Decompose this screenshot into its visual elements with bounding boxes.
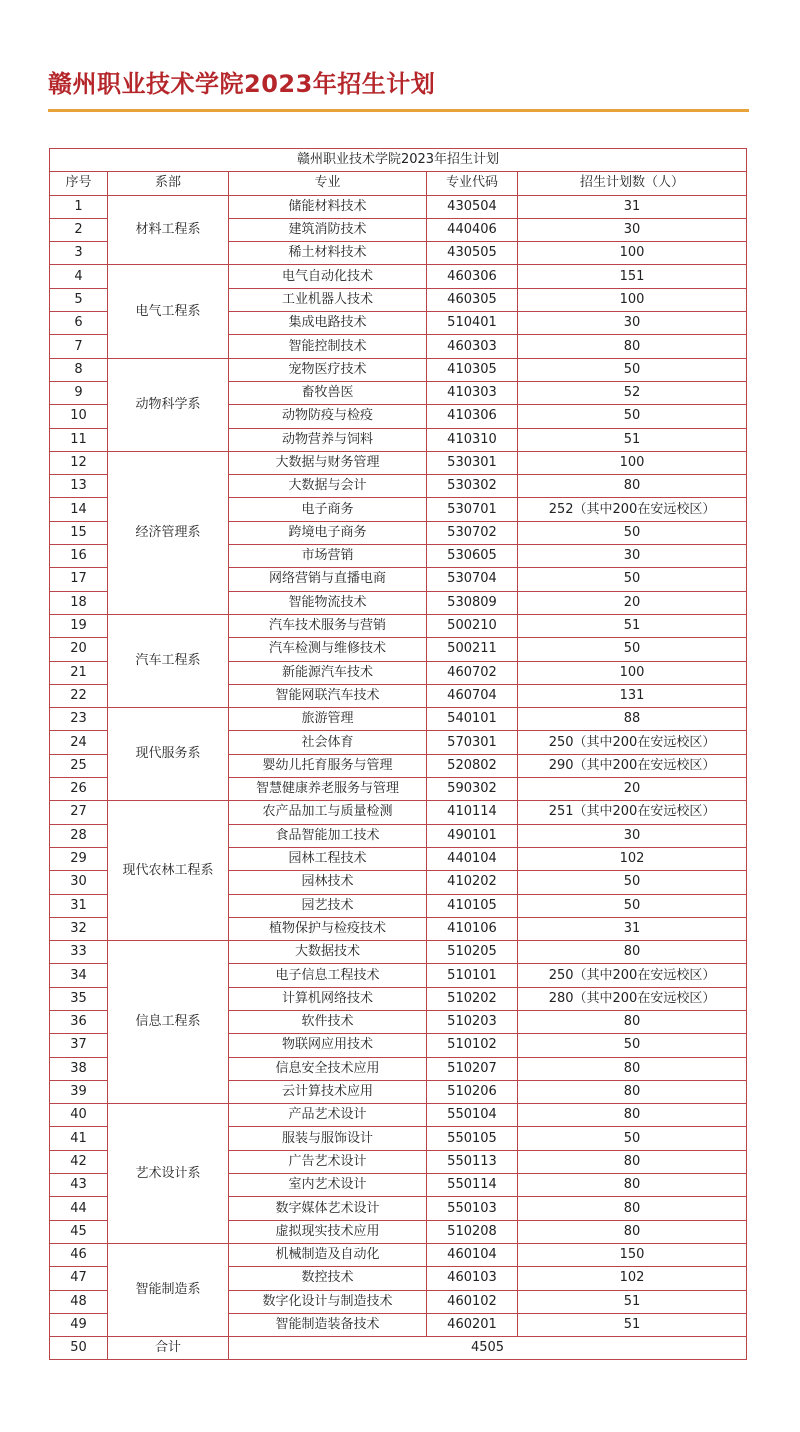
department-cell: 现代农林工程系 — [108, 801, 229, 941]
major-code-cell: 520802 — [427, 754, 518, 777]
major-cell: 食品智能加工技术 — [229, 824, 427, 847]
major-cell: 大数据与会计 — [229, 475, 427, 498]
major-cell: 工业机器人技术 — [229, 288, 427, 311]
enrollment-count-cell: 252（其中200在安远校区） — [518, 498, 747, 521]
enrollment-count-cell: 102 — [518, 1267, 747, 1290]
enrollment-count-cell: 102 — [518, 847, 747, 870]
major-cell: 网络营销与直播电商 — [229, 568, 427, 591]
enrollment-count-cell: 31 — [518, 917, 747, 940]
enrollment-count-cell: 50 — [518, 1034, 747, 1057]
row-number: 41 — [50, 1127, 108, 1150]
header-no: 序号 — [50, 172, 108, 195]
major-code-cell: 510102 — [427, 1034, 518, 1057]
major-cell: 汽车检测与维修技术 — [229, 638, 427, 661]
major-code-cell: 550114 — [427, 1174, 518, 1197]
major-code-cell: 410106 — [427, 917, 518, 940]
major-cell: 数字媒体艺术设计 — [229, 1197, 427, 1220]
row-number: 5 — [50, 288, 108, 311]
title-underline — [48, 109, 749, 112]
major-cell: 智慧健康养老服务与管理 — [229, 778, 427, 801]
row-number: 7 — [50, 335, 108, 358]
total-label: 合计 — [108, 1337, 229, 1360]
enrollment-count-cell: 30 — [518, 824, 747, 847]
row-number: 39 — [50, 1080, 108, 1103]
department-cell: 经济管理系 — [108, 451, 229, 614]
major-cell: 物联网应用技术 — [229, 1034, 427, 1057]
table-body — [50, 195, 747, 1337]
major-code-cell: 530302 — [427, 475, 518, 498]
row-number: 4 — [50, 265, 108, 288]
table-row — [50, 1243, 747, 1266]
major-code-cell: 410306 — [427, 405, 518, 428]
row-number: 22 — [50, 684, 108, 707]
table-row — [50, 195, 747, 218]
header-dept: 系部 — [108, 172, 229, 195]
enrollment-count-cell: 50 — [518, 894, 747, 917]
enrollment-count-cell: 80 — [518, 1104, 747, 1127]
row-number: 24 — [50, 731, 108, 754]
row-number: 12 — [50, 451, 108, 474]
major-code-cell: 410105 — [427, 894, 518, 917]
row-number: 27 — [50, 801, 108, 824]
major-code-cell: 510205 — [427, 941, 518, 964]
row-number: 42 — [50, 1150, 108, 1173]
total-value: 4505 — [229, 1337, 747, 1360]
row-number: 47 — [50, 1267, 108, 1290]
table-caption: 赣州职业技术学院2023年招生计划 — [50, 149, 747, 172]
major-cell: 新能源汽车技术 — [229, 661, 427, 684]
major-cell: 数控技术 — [229, 1267, 427, 1290]
major-code-cell: 510208 — [427, 1220, 518, 1243]
department-cell: 现代服务系 — [108, 708, 229, 801]
row-number: 33 — [50, 941, 108, 964]
major-code-cell: 460702 — [427, 661, 518, 684]
major-cell: 储能材料技术 — [229, 195, 427, 218]
row-number: 18 — [50, 591, 108, 614]
major-code-cell: 460704 — [427, 684, 518, 707]
row-number: 26 — [50, 778, 108, 801]
major-cell: 稀土材料技术 — [229, 242, 427, 265]
row-number: 44 — [50, 1197, 108, 1220]
department-cell: 汽车工程系 — [108, 614, 229, 707]
row-number: 17 — [50, 568, 108, 591]
header-major: 专业 — [229, 172, 427, 195]
row-number: 49 — [50, 1313, 108, 1336]
row-number: 43 — [50, 1174, 108, 1197]
table-row — [50, 708, 747, 731]
row-number: 35 — [50, 987, 108, 1010]
enrollment-count-cell: 50 — [518, 405, 747, 428]
major-cell: 电子商务 — [229, 498, 427, 521]
enrollment-count-cell: 50 — [518, 521, 747, 544]
row-number: 20 — [50, 638, 108, 661]
major-cell: 农产品加工与质量检测 — [229, 801, 427, 824]
enrollment-count-cell: 80 — [518, 1150, 747, 1173]
row-number: 34 — [50, 964, 108, 987]
major-code-cell: 500211 — [427, 638, 518, 661]
enrollment-count-cell: 52 — [518, 381, 747, 404]
major-cell: 云计算技术应用 — [229, 1080, 427, 1103]
row-number: 48 — [50, 1290, 108, 1313]
row-number: 30 — [50, 871, 108, 894]
major-cell: 市场营销 — [229, 545, 427, 568]
table-row — [50, 941, 747, 964]
major-code-cell: 510401 — [427, 312, 518, 335]
row-number: 8 — [50, 358, 108, 381]
enrollment-count-cell: 51 — [518, 1313, 747, 1336]
major-code-cell: 410305 — [427, 358, 518, 381]
major-cell: 广告艺术设计 — [229, 1150, 427, 1173]
enrollment-count-cell: 251（其中200在安远校区） — [518, 801, 747, 824]
major-code-cell: 410303 — [427, 381, 518, 404]
major-cell: 电子信息工程技术 — [229, 964, 427, 987]
major-cell: 婴幼儿托育服务与管理 — [229, 754, 427, 777]
major-cell: 室内艺术设计 — [229, 1174, 427, 1197]
major-code-cell: 490101 — [427, 824, 518, 847]
major-cell: 产品艺术设计 — [229, 1104, 427, 1127]
enrollment-count-cell: 50 — [518, 871, 747, 894]
major-cell: 集成电路技术 — [229, 312, 427, 335]
major-code-cell: 530702 — [427, 521, 518, 544]
major-code-cell: 460104 — [427, 1243, 518, 1266]
major-cell: 信息安全技术应用 — [229, 1057, 427, 1080]
row-number: 9 — [50, 381, 108, 404]
row-number: 40 — [50, 1104, 108, 1127]
major-code-cell: 510203 — [427, 1010, 518, 1033]
enrollment-count-cell: 131 — [518, 684, 747, 707]
row-number: 37 — [50, 1034, 108, 1057]
major-cell: 机械制造及自动化 — [229, 1243, 427, 1266]
row-number: 31 — [50, 894, 108, 917]
major-cell: 建筑消防技术 — [229, 218, 427, 241]
major-code-cell: 430504 — [427, 195, 518, 218]
enrollment-count-cell: 80 — [518, 1197, 747, 1220]
department-cell: 信息工程系 — [108, 941, 229, 1104]
row-number: 32 — [50, 917, 108, 940]
major-code-cell: 460102 — [427, 1290, 518, 1313]
major-cell: 社会体育 — [229, 731, 427, 754]
row-number: 10 — [50, 405, 108, 428]
enrollment-count-cell: 80 — [518, 1057, 747, 1080]
enrollment-count-cell: 50 — [518, 568, 747, 591]
enrollment-count-cell: 51 — [518, 1290, 747, 1313]
major-code-cell: 440406 — [427, 218, 518, 241]
enrollment-count-cell: 80 — [518, 335, 747, 358]
row-number: 15 — [50, 521, 108, 544]
major-code-cell: 570301 — [427, 731, 518, 754]
enrollment-count-cell: 80 — [518, 1080, 747, 1103]
enrollment-count-cell: 31 — [518, 195, 747, 218]
major-code-cell: 460306 — [427, 265, 518, 288]
major-cell: 大数据技术 — [229, 941, 427, 964]
major-code-cell: 530704 — [427, 568, 518, 591]
total-row — [50, 1337, 747, 1360]
major-code-cell: 410310 — [427, 428, 518, 451]
major-cell: 园艺技术 — [229, 894, 427, 917]
department-cell: 电气工程系 — [108, 265, 229, 358]
row-number: 23 — [50, 708, 108, 731]
major-code-cell: 530809 — [427, 591, 518, 614]
enrollment-count-cell: 150 — [518, 1243, 747, 1266]
enrollment-count-cell: 20 — [518, 778, 747, 801]
table-row — [50, 1104, 747, 1127]
enrollment-count-cell: 51 — [518, 614, 747, 637]
major-cell: 园林工程技术 — [229, 847, 427, 870]
row-number: 38 — [50, 1057, 108, 1080]
enrollment-count-cell: 30 — [518, 312, 747, 335]
enrollment-count-cell: 30 — [518, 218, 747, 241]
page-title: 赣州职业技术学院2023年招生计划 — [48, 70, 436, 98]
major-cell: 跨境电子商务 — [229, 521, 427, 544]
header-code: 专业代码 — [427, 172, 518, 195]
major-cell: 动物防疫与检疫 — [229, 405, 427, 428]
table-row — [50, 451, 747, 474]
enrollment-count-cell: 80 — [518, 475, 747, 498]
department-cell: 艺术设计系 — [108, 1104, 229, 1244]
row-number: 1 — [50, 195, 108, 218]
department-cell: 智能制造系 — [108, 1243, 229, 1336]
header-count: 招生计划数（人） — [518, 172, 747, 195]
major-code-cell: 550113 — [427, 1150, 518, 1173]
enrollment-count-cell: 100 — [518, 451, 747, 474]
row-number: 29 — [50, 847, 108, 870]
major-cell: 园林技术 — [229, 871, 427, 894]
major-code-cell: 460201 — [427, 1313, 518, 1336]
row-number: 16 — [50, 545, 108, 568]
major-cell: 软件技术 — [229, 1010, 427, 1033]
major-cell: 计算机网络技术 — [229, 987, 427, 1010]
major-code-cell: 430505 — [427, 242, 518, 265]
major-code-cell: 510207 — [427, 1057, 518, 1080]
major-cell: 汽车技术服务与营销 — [229, 614, 427, 637]
major-cell: 旅游管理 — [229, 708, 427, 731]
major-code-cell: 500210 — [427, 614, 518, 637]
major-cell: 数字化设计与制造技术 — [229, 1290, 427, 1313]
major-cell: 智能控制技术 — [229, 335, 427, 358]
row-number: 2 — [50, 218, 108, 241]
enrollment-plan-table — [49, 148, 747, 1360]
major-code-cell: 550103 — [427, 1197, 518, 1220]
enrollment-count-cell: 280（其中200在安远校区） — [518, 987, 747, 1010]
enrollment-count-cell: 30 — [518, 545, 747, 568]
major-code-cell: 460303 — [427, 335, 518, 358]
major-code-cell: 550105 — [427, 1127, 518, 1150]
enrollment-count-cell: 100 — [518, 242, 747, 265]
enrollment-count-cell: 290（其中200在安远校区） — [518, 754, 747, 777]
enrollment-count-cell: 80 — [518, 1220, 747, 1243]
major-code-cell: 460305 — [427, 288, 518, 311]
department-cell: 动物科学系 — [108, 358, 229, 451]
enrollment-count-cell: 80 — [518, 941, 747, 964]
major-code-cell: 510206 — [427, 1080, 518, 1103]
enrollment-count-cell: 250（其中200在安远校区） — [518, 731, 747, 754]
enrollment-count-cell: 250（其中200在安远校区） — [518, 964, 747, 987]
major-code-cell: 530701 — [427, 498, 518, 521]
row-number: 36 — [50, 1010, 108, 1033]
table-row — [50, 358, 747, 381]
row-number: 13 — [50, 475, 108, 498]
enrollment-count-cell: 50 — [518, 358, 747, 381]
major-code-cell: 550104 — [427, 1104, 518, 1127]
major-code-cell: 410202 — [427, 871, 518, 894]
major-cell: 宠物医疗技术 — [229, 358, 427, 381]
major-code-cell: 510101 — [427, 964, 518, 987]
major-code-cell: 440104 — [427, 847, 518, 870]
enrollment-count-cell: 100 — [518, 288, 747, 311]
major-code-cell: 410114 — [427, 801, 518, 824]
major-cell: 电气自动化技术 — [229, 265, 427, 288]
major-code-cell: 540101 — [427, 708, 518, 731]
major-cell: 服装与服饰设计 — [229, 1127, 427, 1150]
major-cell: 智能物流技术 — [229, 591, 427, 614]
major-cell: 畜牧兽医 — [229, 381, 427, 404]
major-code-cell: 460103 — [427, 1267, 518, 1290]
table-row — [50, 265, 747, 288]
enrollment-count-cell: 88 — [518, 708, 747, 731]
major-cell: 智能网联汽车技术 — [229, 684, 427, 707]
enrollment-count-cell: 80 — [518, 1010, 747, 1033]
row-number: 6 — [50, 312, 108, 335]
row-number: 3 — [50, 242, 108, 265]
table-row — [50, 801, 747, 824]
enrollment-count-cell: 151 — [518, 265, 747, 288]
row-number: 25 — [50, 754, 108, 777]
major-code-cell: 530605 — [427, 545, 518, 568]
row-number: 11 — [50, 428, 108, 451]
major-cell: 动物营养与饲料 — [229, 428, 427, 451]
enrollment-count-cell: 50 — [518, 638, 747, 661]
major-code-cell: 530301 — [427, 451, 518, 474]
row-number: 46 — [50, 1243, 108, 1266]
enrollment-count-cell: 20 — [518, 591, 747, 614]
major-code-cell: 590302 — [427, 778, 518, 801]
table-row — [50, 614, 747, 637]
enrollment-count-cell: 51 — [518, 428, 747, 451]
row-number: 14 — [50, 498, 108, 521]
major-cell: 虚拟现实技术应用 — [229, 1220, 427, 1243]
major-cell: 植物保护与检疫技术 — [229, 917, 427, 940]
major-code-cell: 510202 — [427, 987, 518, 1010]
enrollment-count-cell: 50 — [518, 1127, 747, 1150]
major-cell: 大数据与财务管理 — [229, 451, 427, 474]
major-cell: 智能制造装备技术 — [229, 1313, 427, 1336]
row-number: 45 — [50, 1220, 108, 1243]
enrollment-count-cell: 80 — [518, 1174, 747, 1197]
row-number: 28 — [50, 824, 108, 847]
row-number: 19 — [50, 614, 108, 637]
enrollment-count-cell: 100 — [518, 661, 747, 684]
row-number: 21 — [50, 661, 108, 684]
total-no: 50 — [50, 1337, 108, 1360]
department-cell: 材料工程系 — [108, 195, 229, 265]
